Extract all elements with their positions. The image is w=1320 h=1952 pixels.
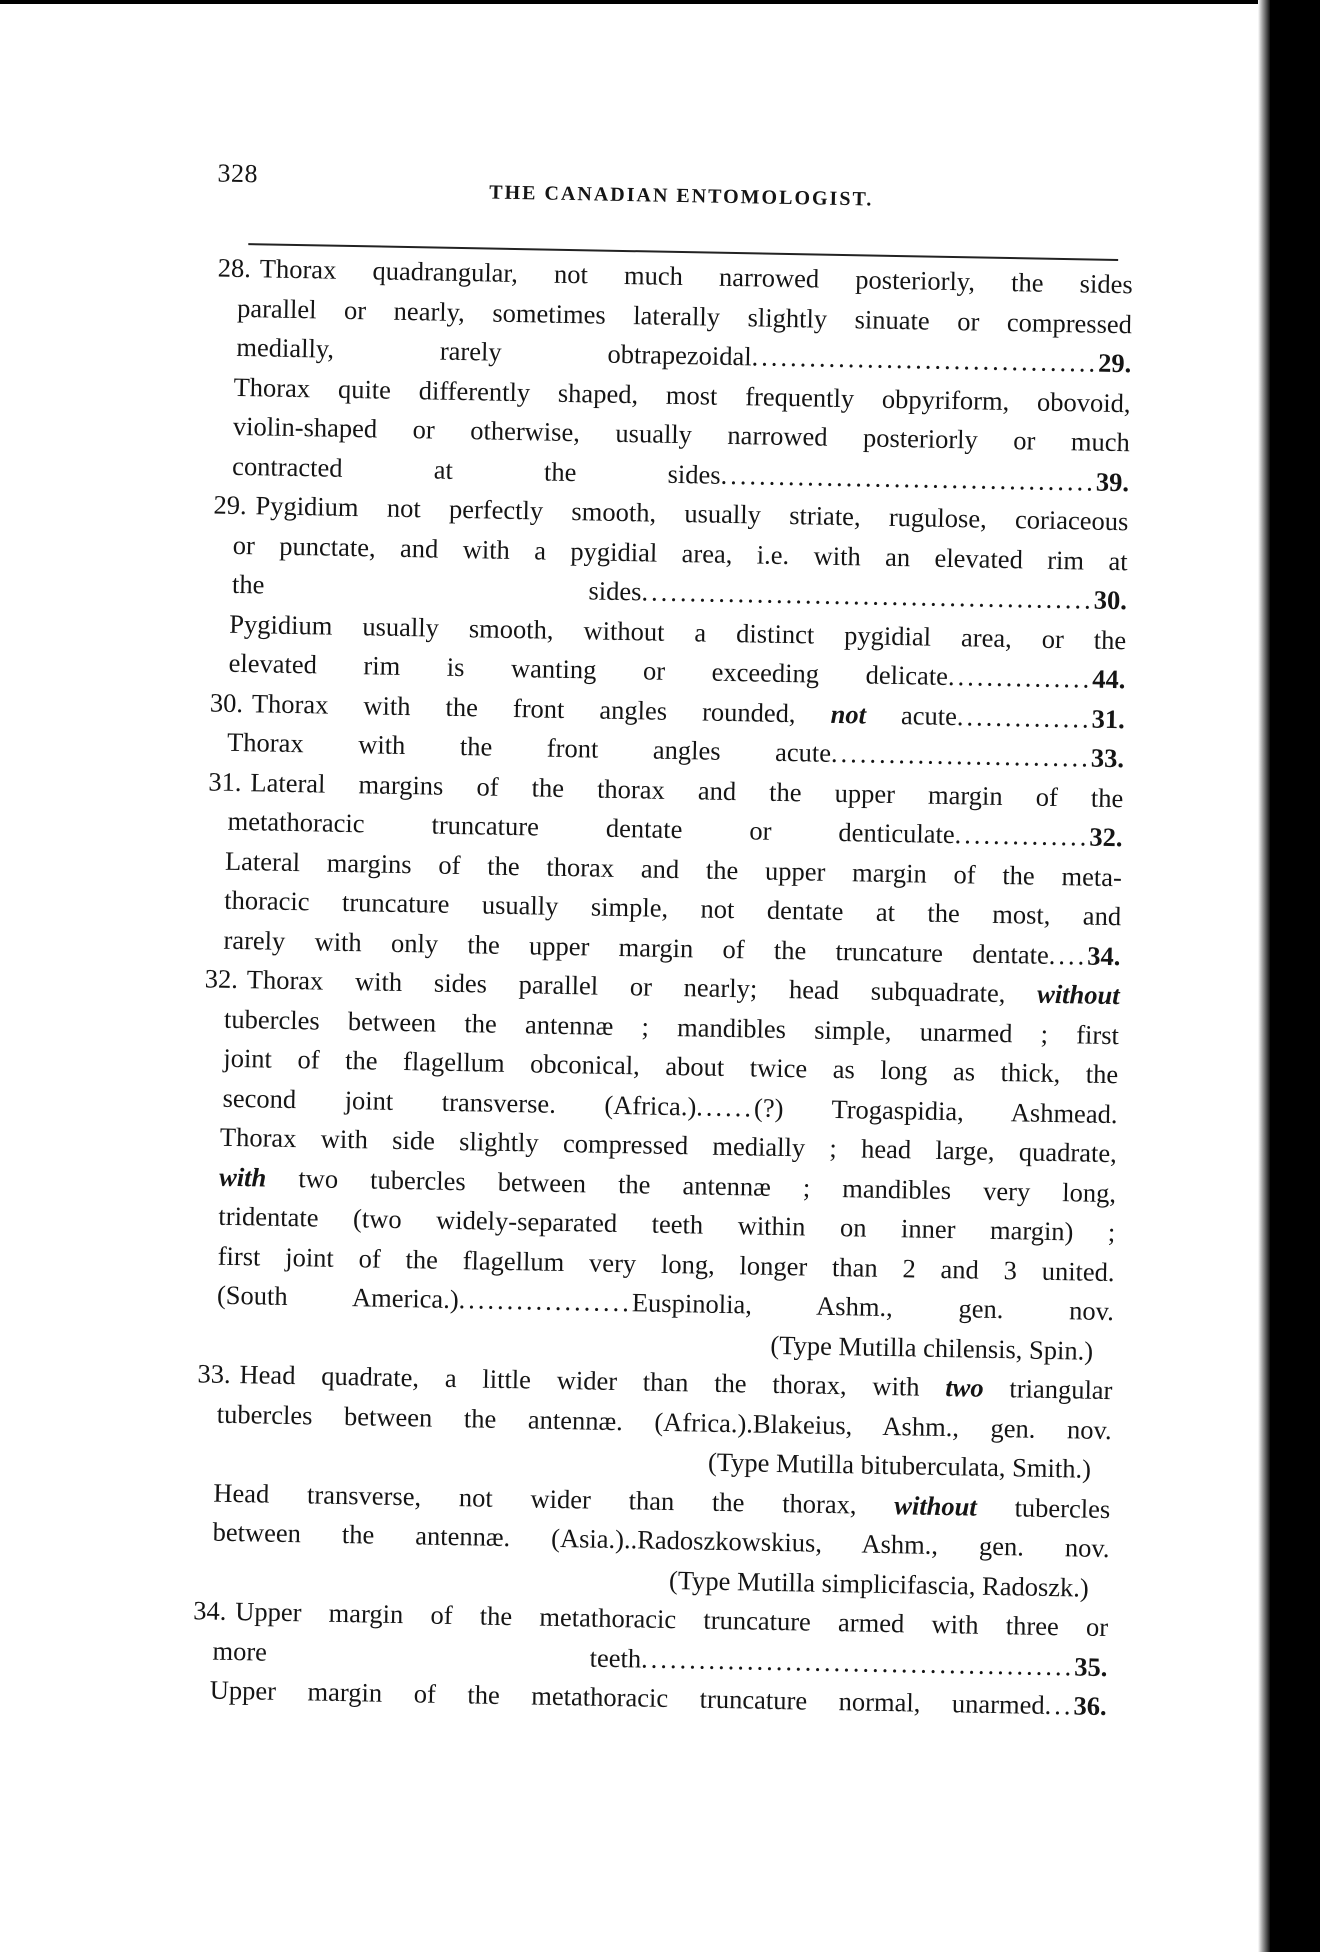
key-line: metathoracic truncature dentate or denticulate..............32.	[227, 805, 1123, 853]
key-line: Pygidium usually smooth, without a distinct pygidial area, or the	[229, 608, 1127, 655]
genus-name: (?) Trogaspidia, Ashmead.	[753, 1091, 1118, 1129]
key-line: second joint transverse. (Africa.)......(?) Trogaspidia, Ashmead.	[222, 1082, 1118, 1129]
key-line: thoracic truncature usually simple, not dentate at the most, and	[223, 884, 1122, 932]
identification-key	[161, 248, 1133, 1727]
couplet-number: 31.	[208, 765, 242, 797]
key-line: more teeth.............................................35.	[212, 1635, 1108, 1682]
key-line: tridentate (two widely-separated teeth within on inner margin) ;	[218, 1200, 1116, 1248]
type-species-note: (Type Mutilla bituberculata, Smith.)	[707, 1446, 1092, 1484]
key-line: Upper margin of the metathoracic truncature armed with three or	[234, 1596, 1109, 1643]
key-couplet-32b	[169, 1117, 1117, 1332]
key-line: the sides...............................................30.	[231, 568, 1128, 616]
key-line: parallel or nearly, sometimes laterally slightly sinuate or compressed	[236, 292, 1133, 339]
emphasis: with	[218, 1161, 267, 1193]
book-page	[189, 150, 1135, 1722]
page-header	[189, 150, 1135, 223]
genus-name: Radoszkowskius, Ashm., gen. nov.	[636, 1524, 1110, 1564]
key-line: Thorax with the front angles acute...........................33.	[226, 726, 1125, 774]
key-line: first joint of the flagellum very long, longer than 2 and 3 united.	[217, 1240, 1115, 1287]
couplet-number: 33.	[197, 1358, 231, 1389]
page-number: 328	[217, 158, 259, 189]
key-line: violin-shaped or otherwise, usually narrowed posteriorly or much	[232, 410, 1131, 458]
lead-reference: 33.	[1090, 742, 1125, 774]
couplet-number: 29.	[213, 489, 247, 521]
lead-reference: 34.	[1086, 940, 1121, 971]
key-line: Thorax quadrangular, not much narrowed posteriorly, the sides	[259, 253, 1133, 300]
lead-reference: 32.	[1089, 821, 1123, 853]
key-line: Thorax with side slightly compressed medially ; head large, quadrate,	[219, 1121, 1118, 1169]
key-line: Pygidium not perfectly smooth, usually striate, rugulose, coriaceous	[255, 490, 1129, 537]
running-title: THE CANADIAN ENTOMOLOGIST.	[489, 181, 874, 211]
key-couplet-28b	[184, 366, 1131, 502]
lead-reference: 44.	[1092, 663, 1126, 695]
lead-reference: 36.	[1073, 1690, 1107, 1722]
key-line: between the antennæ. (Asia.)..Radoszkowskius, Ashm., gen. nov.	[212, 1516, 1110, 1564]
key-couplet-31b	[175, 840, 1122, 976]
key-line: tubercles between the antennæ ; mandibles simple, unarmed ; first	[223, 1003, 1120, 1050]
key-line: with two tubercles between the antennæ ; mandibles very long,	[218, 1161, 1117, 1208]
scan-border-top	[0, 0, 1320, 4]
emphasis: without	[894, 1489, 978, 1522]
lead-reference: 29.	[1097, 347, 1132, 379]
lead-reference: 39.	[1095, 466, 1130, 497]
key-line: (South America.)..................Euspinolia, Ashm., gen. nov.	[216, 1279, 1115, 1327]
genus-name: Blakeius, Ashm., gen. nov.	[752, 1408, 1112, 1445]
key-line: tubercles between the antennæ. (Africa.).Blakeius, Ashm., gen. nov.	[216, 1398, 1112, 1445]
couplet-number: 28.	[217, 252, 252, 284]
lead-reference: 31.	[1091, 703, 1126, 734]
scan-border-right	[1258, 0, 1320, 1952]
couplet-number: 30.	[209, 686, 244, 718]
emphasis: two	[945, 1372, 984, 1403]
key-line: or punctate, and with a pygidial area, i.e. with an elevated rim at	[232, 529, 1128, 576]
key-couplet-28a	[186, 248, 1133, 384]
genus-name: Euspinolia, Ashm., gen. nov.	[631, 1287, 1115, 1327]
lead-reference: 35.	[1073, 1650, 1108, 1682]
key-line: medially, rarely obtrapezoidal....................................29.	[236, 331, 1132, 379]
couplet-number: 34.	[192, 1595, 227, 1626]
key-line: contracted at the sides.......................................39.	[231, 450, 1130, 497]
key-couplet-32a: 32. Thorax with sides parallel or nearly; head subquadrate, without tubercles between the antennæ ; mandibles simple, unarmed ; first joint of the flagellum obconical, about twice as long as thick, the second joint transverse. (Africa.)......(?) Trogaspidia, Ashmead.	[172, 959, 1120, 1134]
key-line: rarely with only the upper margin of the truncature dentate....34.	[223, 924, 1121, 971]
key-line: 30. Thorax with the front angles rounded, not acute..............31.	[260, 684, 1126, 739]
type-species-note: (Type Mutilla simplicifascia, Radoszk.)	[668, 1564, 1090, 1603]
emphasis: not	[830, 698, 867, 729]
key-couplet-29a	[182, 485, 1129, 621]
emphasis: without	[1036, 978, 1120, 1011]
type-species-note: (Type Mutilla chilensis, Spin.)	[770, 1329, 1094, 1366]
key-line: Upper margin of the metathoracic truncature normal, unarmed...36.	[209, 1674, 1107, 1722]
key-line: Head transverse, not wider than the thorax, without tubercles	[213, 1477, 1111, 1524]
lead-reference: 30.	[1093, 584, 1128, 616]
key-line: Lateral margins of the thorax and the upper margin of the meta-	[224, 845, 1123, 892]
key-line: 33. Head quadrate, a little wider than the thorax, with two triangular	[247, 1355, 1113, 1410]
couplet-number: 32.	[204, 963, 239, 995]
key-line: Lateral margins of the thorax and the upper margin of the	[250, 766, 1124, 813]
key-line: Thorax quite differently shaped, most frequently obpyriform, obovoid,	[233, 371, 1131, 418]
key-line: elevated rim is wanting or exceeding delicate...............44.	[228, 647, 1126, 695]
key-line: joint of the flagellum obconical, about twice as long as thick, the	[223, 1042, 1119, 1090]
